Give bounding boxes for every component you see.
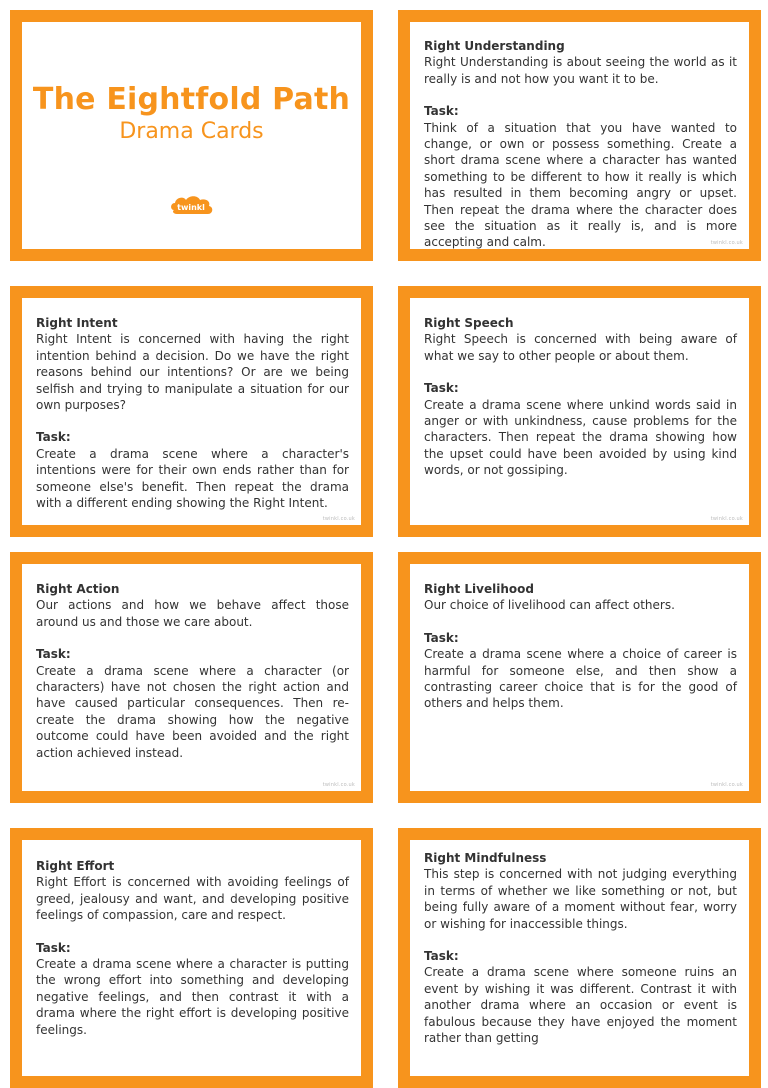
card-intro: Right Effort is concerned with avoiding feelings of greed, jealousy and want, and developing positive feelings of compassion, care and respect. <box>36 875 349 923</box>
page-title: The Eightfold Path <box>32 82 351 117</box>
card-right-action <box>10 552 373 803</box>
card-right-understanding <box>398 10 761 261</box>
card-intro: Right Intent is concerned with having the right intention behind a decision. Do we have the right reasons behind our intentions? Or are we being selfish and trying to manipulate a situation for our own purposes? <box>36 332 349 413</box>
task-label: Task: <box>424 381 459 396</box>
card-task: Create a drama scene where someone ruins an event by wishing it was different. Contrast it with another drama where an occasion or event is fabulous because they have enjoyed the moment rather than getting <box>424 965 737 1046</box>
card-right-mindfulness <box>398 828 761 1088</box>
card-right-intent <box>10 286 373 537</box>
card-task: Create a drama scene where a character is putting the wrong effort into something and developing negative feelings, and then contrast it with a drama where the right effort is developing positive feelings. <box>36 957 349 1037</box>
card-heading: Right Speech <box>424 316 514 330</box>
card-intro: Our choice of livelihood can affect others. <box>424 598 675 613</box>
card-intro: Right Speech is concerned with being aware of what we say to other people or about them. <box>424 332 737 363</box>
task-label: Task: <box>36 647 71 662</box>
watermark: twinkl.co.uk <box>710 516 743 522</box>
card-task: Think of a situation that you have wanted to change, or own or possess something. Create a short drama scene where a character has wanted something to be different to how it really is which has resulted in them becoming angry or upset. Then repeat the drama where the character does see the situation as it really is, and is more accepting and calm. <box>424 120 737 250</box>
watermark: twinkl.co.uk <box>710 240 743 246</box>
card-task: Create a drama scene where unkind words said in anger or with unkindness, cause problems for the characters. Then repeat the drama showing how the upset could have been avoided by using kind words, or not gossiping. <box>424 397 737 478</box>
task-label: Task: <box>424 949 459 964</box>
card-heading: Right Livelihood <box>424 582 534 596</box>
task-label: Task: <box>36 940 71 955</box>
card-heading: Right Intent <box>36 316 118 330</box>
card-right-effort <box>10 828 373 1088</box>
card-task: Create a drama scene where a choice of career is harmful for someone else, and then show a contrasting career choice that is for the good of others and helps them. <box>424 647 737 711</box>
card-right-livelihood <box>398 552 761 803</box>
card-heading: Right Understanding <box>424 39 565 53</box>
card-right-speech <box>398 286 761 537</box>
watermark: twinkl.co.uk <box>322 516 355 522</box>
title-card <box>10 10 373 261</box>
card-intro: Our actions and how we behave affect those around us and those we care about. <box>36 598 349 629</box>
card-intro: This step is concerned with not judging everything in terms of whether we like something or not, but being fully aware of a moment without fear, worry or wishing for inaccessible things. <box>424 867 737 931</box>
watermark: twinkl.co.uk <box>322 782 355 788</box>
twinkl-logo-icon <box>168 190 216 220</box>
svg-text:twinkl: twinkl <box>176 203 205 212</box>
task-label: Task: <box>36 430 71 445</box>
card-heading: Right Action <box>36 582 120 596</box>
card-intro: Right Understanding is about seeing the world as it really is and not how you want it to be. <box>424 55 737 86</box>
task-label: Task: <box>424 104 459 119</box>
card-task: Create a drama scene where a character (or characters) have not chosen the right action and have caused particular consequences. Then re-create the drama showing how the negative outcome could have been avoided and the right action achieved instead. <box>36 663 349 760</box>
card-heading: Right Mindfulness <box>424 851 547 865</box>
task-label: Task: <box>424 630 459 645</box>
card-task: Create a drama scene where a character's intentions were for their own ends rather than for someone else's benefit. Then repeat the drama with a different ending showing the Right Intent. <box>36 446 349 511</box>
card-heading: Right Effort <box>36 859 115 873</box>
watermark: twinkl.co.uk <box>710 782 743 788</box>
page-subtitle: Drama Cards <box>119 119 264 144</box>
